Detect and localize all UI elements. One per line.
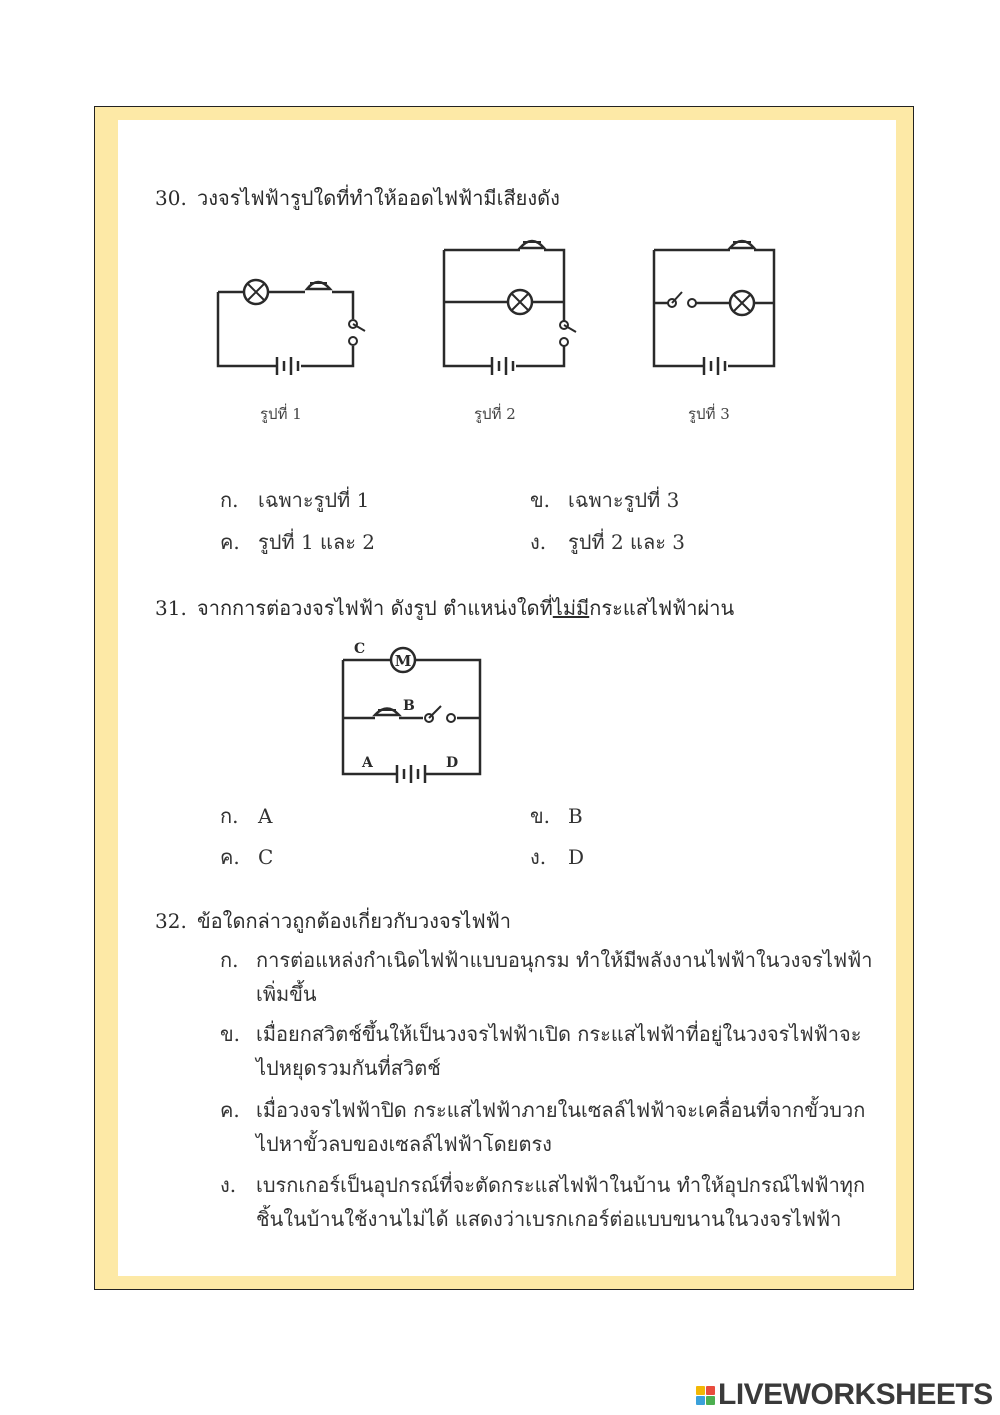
- point-label-d: D: [446, 755, 459, 771]
- q32-option-b[interactable]: [220, 1017, 880, 1085]
- question-31-title: [155, 592, 734, 624]
- q31-option-a[interactable]: [220, 800, 272, 832]
- point-label-c: C: [354, 641, 366, 657]
- option-marker: ง.: [220, 1173, 237, 1197]
- option-text: B: [568, 804, 583, 828]
- point-label-b: B: [403, 698, 415, 714]
- option-marker: ก.: [220, 804, 239, 828]
- option-text: A: [258, 804, 273, 828]
- option-text: D: [568, 845, 585, 869]
- question-text-part: จากการต่อวงจรไฟฟ้า ดังรูป ตำแหน่งใดที่: [197, 596, 553, 620]
- question-number: 30.: [155, 186, 187, 210]
- question-text-part: กระแสไฟฟ้าผ่าน: [589, 596, 735, 620]
- q30-option-a[interactable]: [220, 484, 369, 516]
- option-marker: ค.: [220, 845, 240, 869]
- figure-caption-3: รูปที่ 3: [688, 405, 730, 423]
- option-text: C: [258, 845, 274, 869]
- point-label-a: A: [362, 755, 373, 771]
- question-text: ข้อใดกล่าวถูกต้องเกี่ยวกับวงจรไฟฟ้า: [197, 909, 512, 933]
- logo-text: LIVEWORKSHEETS: [718, 1378, 993, 1411]
- circuit-figure-3: [648, 230, 783, 380]
- figure-caption-1: รูปที่ 1: [260, 405, 302, 423]
- figure-caption-2: รูปที่ 2: [474, 405, 516, 423]
- q31-option-b[interactable]: [530, 800, 583, 832]
- circuit-figure-1: [205, 265, 375, 380]
- option-text: รูปที่ 2 และ 3: [568, 530, 686, 554]
- option-text: เมื่อยกสวิตช์ขึ้นให้เป็นวงจรไฟฟ้าเปิด กระแสไฟฟ้าที่อยู่ในวงจรไฟฟ้าจะไปหยุดรวมกันที่สวิตช์: [256, 1022, 862, 1080]
- option-marker: ข.: [220, 1022, 241, 1046]
- option-marker: ง.: [530, 845, 547, 869]
- option-marker: ก.: [220, 488, 239, 512]
- option-marker: ค.: [220, 1098, 240, 1122]
- question-number: 31.: [155, 596, 187, 620]
- option-text: เมื่อวงจรไฟฟ้าปิด กระแสไฟฟ้าภายในเซลล์ไฟฟ้าจะเคลื่อนที่จากขั้วบวกไปหาขั้วลบของเซลล์ไฟฟ้าโดยตรง: [256, 1098, 866, 1156]
- circuit-figure-2: [440, 230, 590, 380]
- option-text: รูปที่ 1 และ 2: [258, 530, 376, 554]
- q32-option-c[interactable]: [220, 1093, 880, 1161]
- q31-option-d[interactable]: [530, 841, 584, 873]
- option-text: เฉพาะรูปที่ 1: [258, 488, 370, 512]
- q31-option-c[interactable]: [220, 841, 273, 873]
- question-30-title: [155, 182, 560, 214]
- question-32-title: [155, 905, 511, 937]
- q32-option-d[interactable]: [220, 1168, 880, 1236]
- option-marker: ก.: [220, 948, 239, 972]
- q32-option-a[interactable]: [220, 943, 880, 1011]
- liveworksheets-logo[interactable]: [696, 1375, 993, 1415]
- question-number: 32.: [155, 909, 187, 933]
- question-text-underlined: ไม่มี: [552, 596, 590, 620]
- logo-badge-icon: [696, 1386, 715, 1405]
- q30-option-b[interactable]: [530, 484, 679, 516]
- option-text: การต่อแหล่งกำเนิดไฟฟ้าแบบอนุกรม ทำให้มีพลังงานไฟฟ้าในวงจรไฟฟ้าเพิ่มขึ้น: [256, 948, 873, 1006]
- option-marker: ค.: [220, 530, 240, 554]
- question-text: วงจรไฟฟ้ารูปใดที่ทำให้ออดไฟฟ้ามีเสียงดัง: [197, 186, 560, 210]
- q30-option-c[interactable]: [220, 526, 375, 558]
- option-text: เบรกเกอร์เป็นอุปกรณ์ที่จะตัดกระแสไฟฟ้าในบ้าน ทำให้อุปกรณ์ไฟฟ้าทุกชิ้นในบ้านใช้งานไม่ได้ แสดงว่าเบรกเกอร์ต่อแบบขนานในวงจรไฟฟ้า: [256, 1173, 866, 1231]
- option-text: เฉพาะรูปที่ 3: [568, 488, 680, 512]
- motor-label: M: [394, 652, 412, 670]
- option-marker: ง.: [530, 530, 547, 554]
- circuit-figure-q31: [335, 632, 490, 792]
- q30-option-d[interactable]: [530, 526, 685, 558]
- option-marker: ข.: [530, 804, 551, 828]
- option-marker: ข.: [530, 488, 551, 512]
